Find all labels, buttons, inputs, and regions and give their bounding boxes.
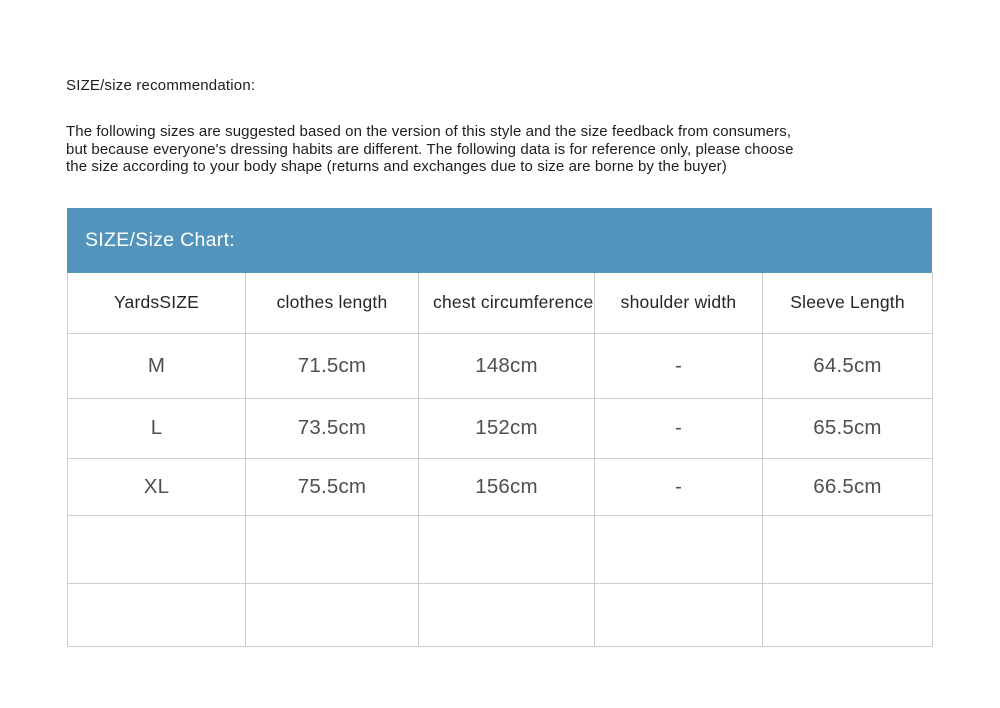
- column-header-sleeve-length: Sleeve Length: [763, 273, 933, 333]
- size-table-header-row: [68, 273, 933, 333]
- size-table: [67, 273, 933, 647]
- empty-cell: [68, 515, 246, 583]
- empty-cell: [246, 583, 419, 646]
- cell-chest: 156cm: [419, 458, 595, 515]
- cell-size: L: [68, 398, 246, 458]
- empty-cell: [763, 515, 933, 583]
- cell-clothes-length: 75.5cm: [246, 458, 419, 515]
- empty-row: [68, 583, 933, 646]
- cell-sleeve: 64.5cm: [763, 333, 933, 398]
- column-header-yards-size: YardsSIZE: [68, 273, 246, 333]
- empty-cell: [763, 583, 933, 646]
- empty-cell: [68, 583, 246, 646]
- cell-sleeve: 66.5cm: [763, 458, 933, 515]
- cell-shoulder: -: [595, 458, 763, 515]
- cell-shoulder: -: [595, 333, 763, 398]
- cell-size: M: [68, 333, 246, 398]
- cell-chest: 148cm: [419, 333, 595, 398]
- cell-clothes-length: 71.5cm: [246, 333, 419, 398]
- empty-cell: [419, 515, 595, 583]
- cell-size: XL: [68, 458, 246, 515]
- empty-cell: [246, 515, 419, 583]
- size-chart-banner: [67, 208, 932, 273]
- page-title: SIZE/size recommendation:: [66, 77, 256, 94]
- cell-sleeve: 65.5cm: [763, 398, 933, 458]
- disclaimer-line: the size according to your body shape (returns and exchanges due to size are borne by the buyer): [66, 158, 727, 175]
- cell-clothes-length: 73.5cm: [246, 398, 419, 458]
- size-row-xl: [68, 458, 933, 515]
- cell-shoulder: -: [595, 398, 763, 458]
- size-chart-section: [67, 208, 932, 647]
- cell-chest: 152cm: [419, 398, 595, 458]
- column-header-shoulder-width: shoulder width: [595, 273, 763, 333]
- disclaimer-line: The following sizes are suggested based on the version of this style and the size feedback from consumers,: [66, 123, 792, 140]
- column-header-chest-circumference: chest circumference: [419, 273, 595, 333]
- size-row-l: [68, 398, 933, 458]
- empty-cell: [595, 583, 763, 646]
- size-disclaimer-paragraph: [66, 123, 946, 176]
- empty-row: [68, 515, 933, 583]
- column-header-clothes-length: clothes length: [246, 273, 419, 333]
- disclaimer-line: but because everyone's dressing habits are different. The following data is for reference only, please choose: [66, 140, 794, 158]
- empty-cell: [595, 515, 763, 583]
- empty-cell: [419, 583, 595, 646]
- size-chart-banner-label: SIZE/Size Chart:: [85, 229, 236, 251]
- size-row-m: [68, 333, 933, 398]
